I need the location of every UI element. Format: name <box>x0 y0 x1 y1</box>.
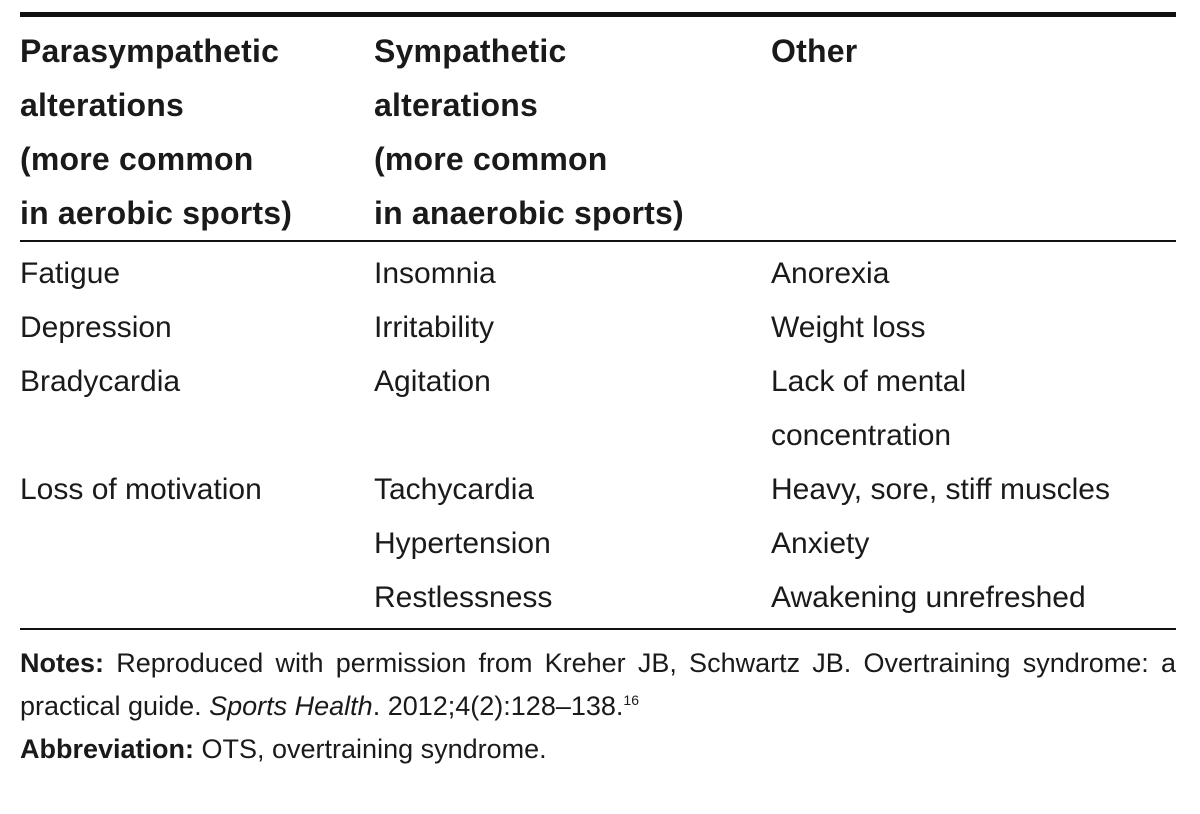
table-cell: concentration <box>771 419 952 452</box>
table-cell-empty <box>20 409 368 463</box>
header-sympathetic: Sympathetic alterations (more common in anaerobic sports) <box>374 33 684 231</box>
table-cell: Restlessness <box>374 581 553 614</box>
column-parasympathetic <box>20 247 368 517</box>
abbreviation-paragraph <box>20 728 1176 771</box>
table-footnotes <box>20 642 1176 771</box>
abbreviation-text: OTS, overtraining syndrome. <box>194 734 547 764</box>
column-other <box>771 247 1181 625</box>
table-bottom-rule <box>20 628 1176 630</box>
table-cell: Lack of mental <box>771 365 967 398</box>
notes-text: Reproduced with permission from Kreher JB, Schwartz JB. Overtraining syndrome: a practical guide. <box>20 648 1176 721</box>
notes-paragraph <box>20 642 1176 728</box>
table-top-rule <box>20 12 1176 17</box>
table-cell: Fatigue <box>20 257 121 290</box>
notes-citation: . 2012;4(2):128–138. <box>372 691 624 721</box>
table-cell: Insomnia <box>374 257 496 290</box>
notes-label: Notes: <box>20 648 105 678</box>
table-cell-empty <box>374 409 764 463</box>
journal-title: Sports Health <box>209 691 373 721</box>
column-sympathetic <box>374 247 764 625</box>
table-cell: Agitation <box>374 365 491 398</box>
table-cell: Loss of motivation <box>20 473 262 506</box>
table-cell: Awakening unrefreshed <box>771 581 1086 614</box>
table-cell: Weight loss <box>771 311 926 344</box>
abbreviation-label: Abbreviation: <box>20 734 195 764</box>
table-cell: Heavy, sore, stiff muscles <box>771 473 1110 506</box>
header-parasympathetic: Parasympathetic alterations (more common in aerobic sports) <box>20 33 293 231</box>
table-cell: Depression <box>20 311 172 344</box>
header-other: Other <box>771 33 858 69</box>
header-divider-rule <box>20 240 1176 242</box>
reference-number: 16 <box>623 692 639 708</box>
table-cell: Bradycardia <box>20 365 181 398</box>
table-cell: Tachycardia <box>374 473 535 506</box>
table-cell: Anxiety <box>771 527 870 560</box>
table-cell: Anorexia <box>771 257 890 290</box>
table-cell: Hypertension <box>374 527 551 560</box>
table-cell: Irritability <box>374 311 495 344</box>
